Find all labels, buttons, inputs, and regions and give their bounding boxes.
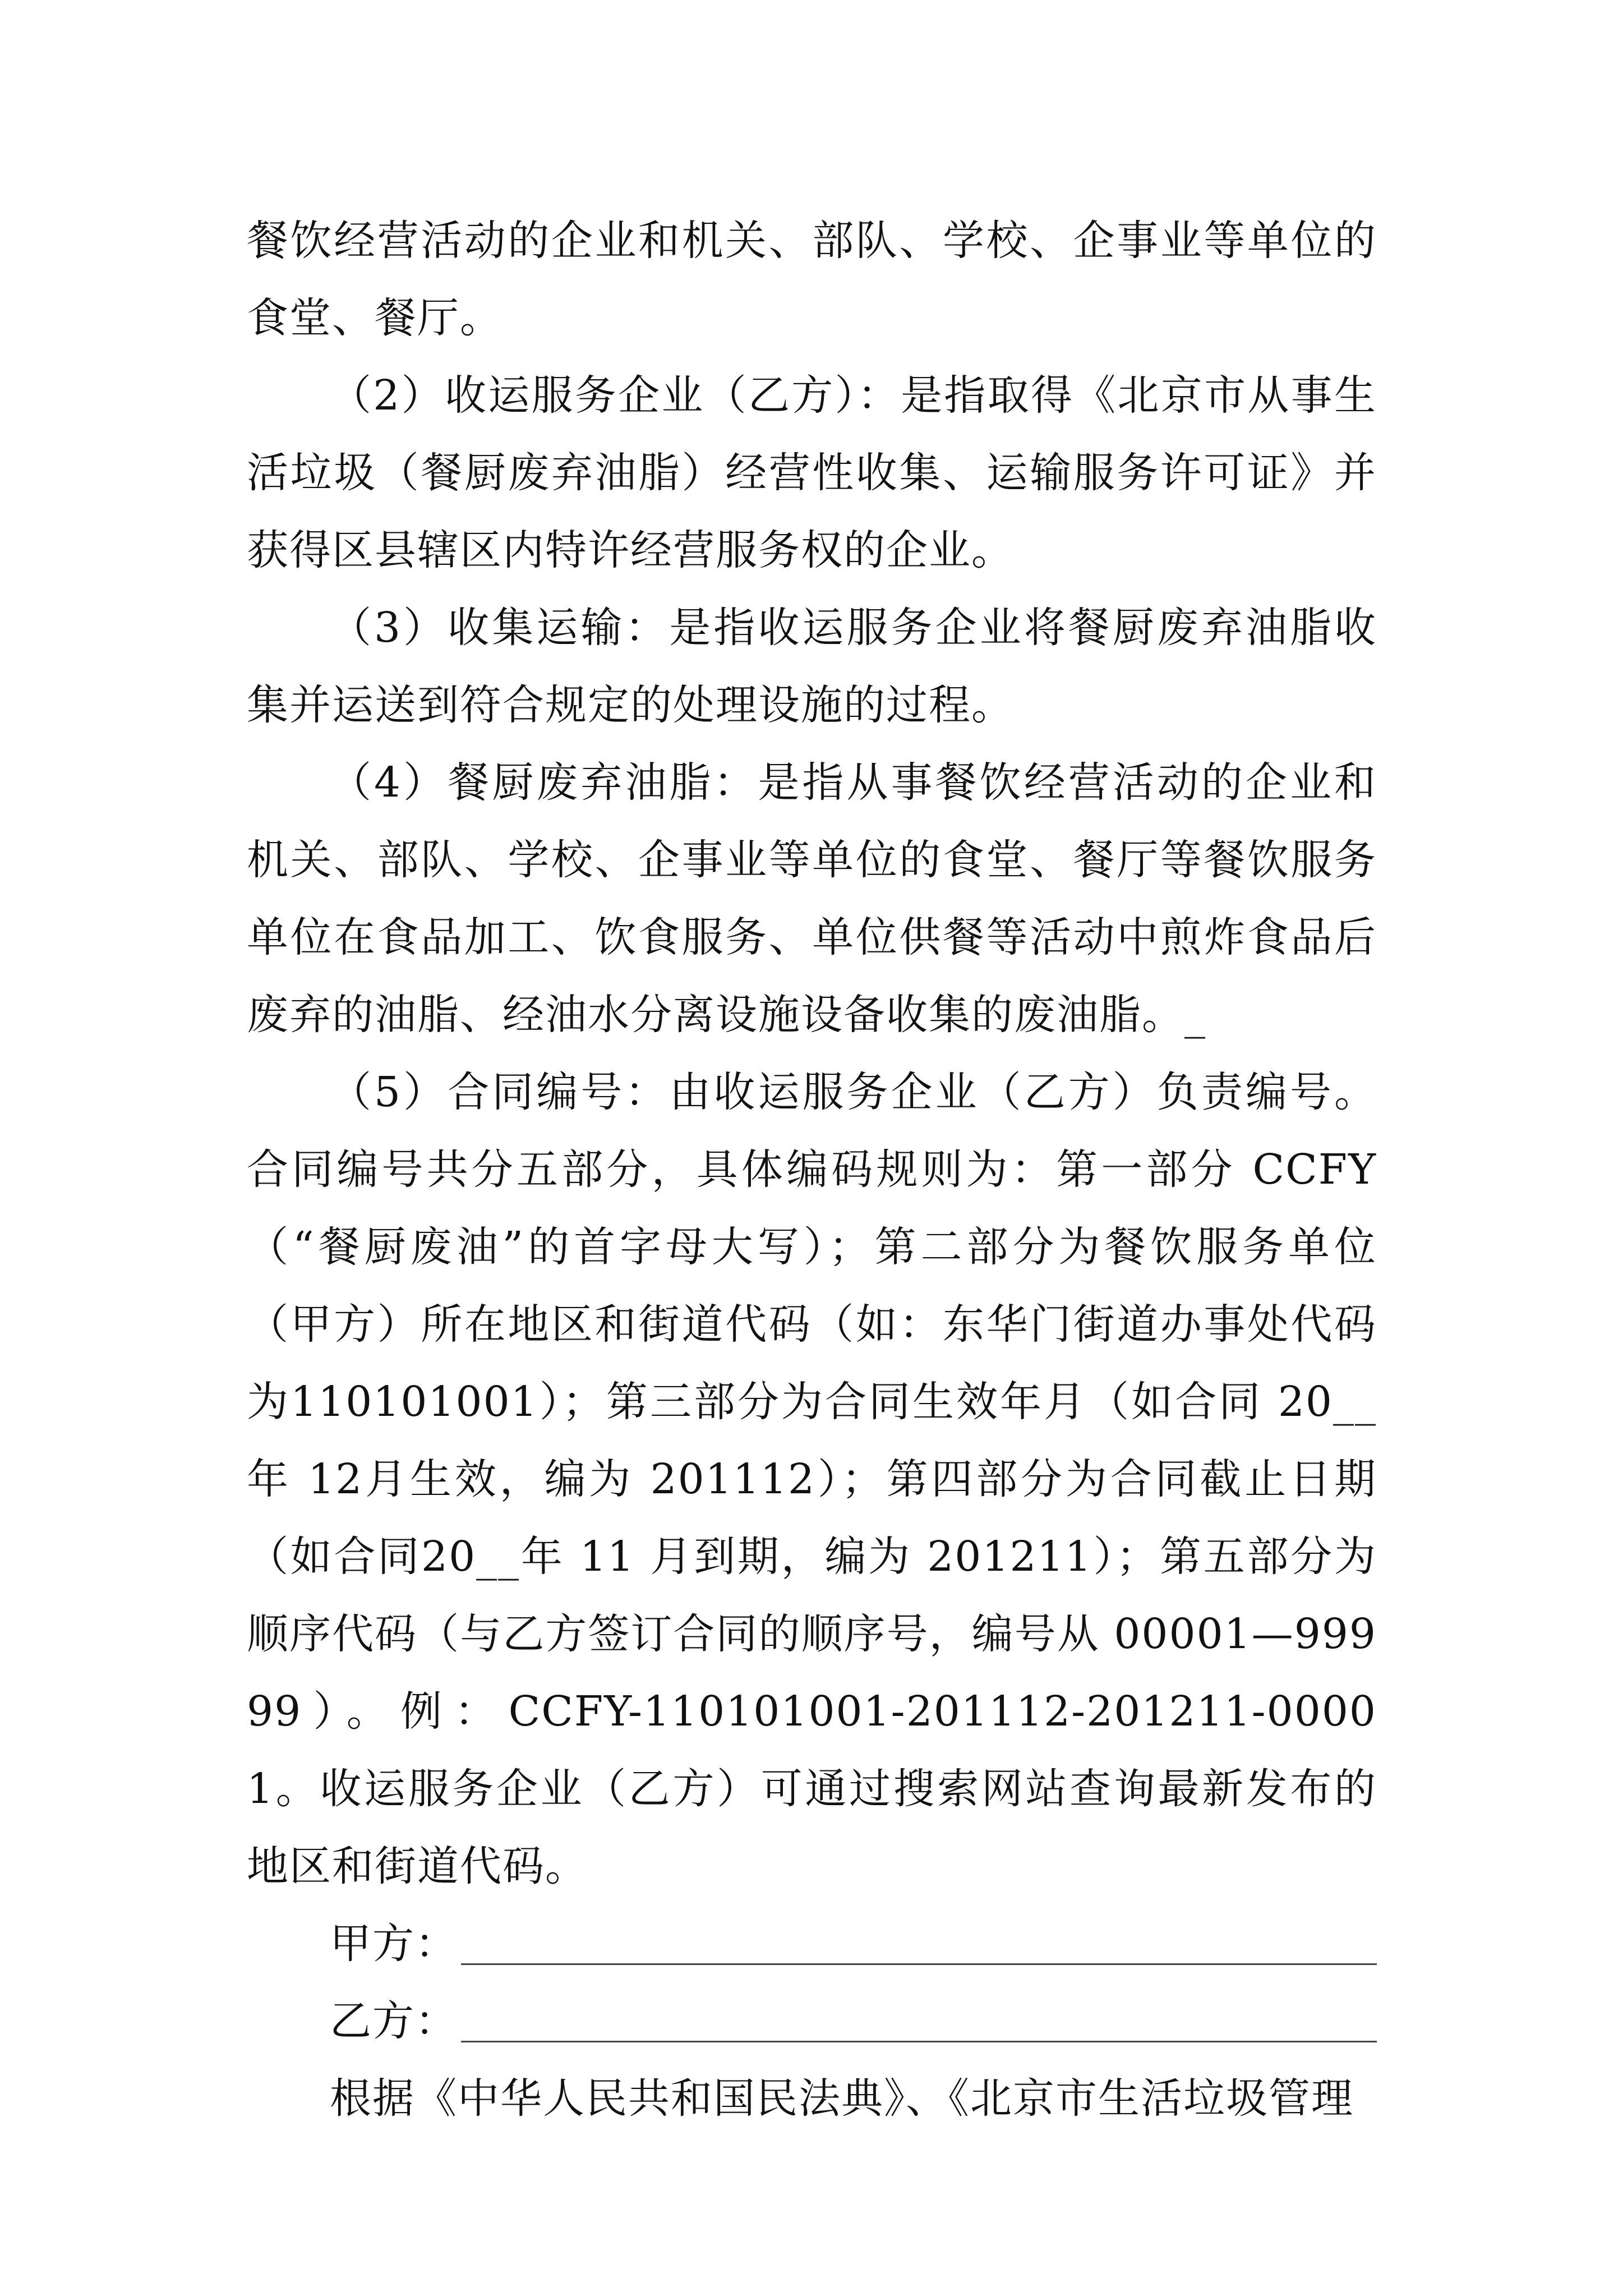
paragraph-definition-5: （5）合同编号：由收运服务企业（乙方）负责编号。合同编号共分五部分，具体编码规则为：第一部分 CCFY（“餐厨废油”的首字母大写）；第二部分为餐饮服务单位（甲方）所在地区和街道代码（如：东华门街道办事处代码为110101001）；第三部分为合同生效年月（如合同 20__年 12月生效，编为 201112）；第四部分为合同截止日期（如合同20__年 11 月到期，编为 201211）；第五部分为顺序代码（与乙方签订合同的顺序号，编号从 00001—99999）。例：CCFY-110101001-201112-201211-00001。收运服务企业（乙方）可通过搜索网站查询最新发布的地区和街道代码。 xyxy=(247,1068,1377,1890)
paragraph-closing: 根据《中华人民共和国民法典》、《北京市生活垃圾管理 xyxy=(330,2074,1354,2123)
party-a-label: 甲方： xyxy=(330,1920,458,1968)
party-a-blank-line[interactable] xyxy=(461,1963,1377,1965)
party-a-row xyxy=(247,1905,1377,1982)
paragraph-definition-continued: 餐饮经营活动的企业和机关、部队、学校、企事业等单位的食堂、餐厅。 xyxy=(247,217,1377,342)
paragraph-definition-4: （4）餐厨废弃油脂：是指从事餐饮经营活动的企业和机关、部队、学校、企事业等单位的食堂、餐厅等餐饮服务单位在食品加工、饮食服务、单位供餐等活动中煎炸食品后废弃的油脂、经油水分离设施设备收集的废油脂。_ xyxy=(247,758,1377,1039)
paragraph-definition-2: （2）收运服务企业（乙方）：是指取得《北京市从事生活垃圾（餐厨废弃油脂）经营性收集、运输服务许可证》并获得区县辖区内特许经营服务权的企业。 xyxy=(247,371,1377,574)
party-b-label: 乙方： xyxy=(330,1997,458,2045)
document-page xyxy=(247,202,1377,2137)
party-b-blank-line[interactable] xyxy=(461,2041,1377,2042)
party-b-row xyxy=(247,1982,1377,2060)
paragraph-definition-3: （3）收集运输：是指收运服务企业将餐厨废弃油脂收集并运送到符合规定的处理设施的过程。 xyxy=(247,604,1377,729)
